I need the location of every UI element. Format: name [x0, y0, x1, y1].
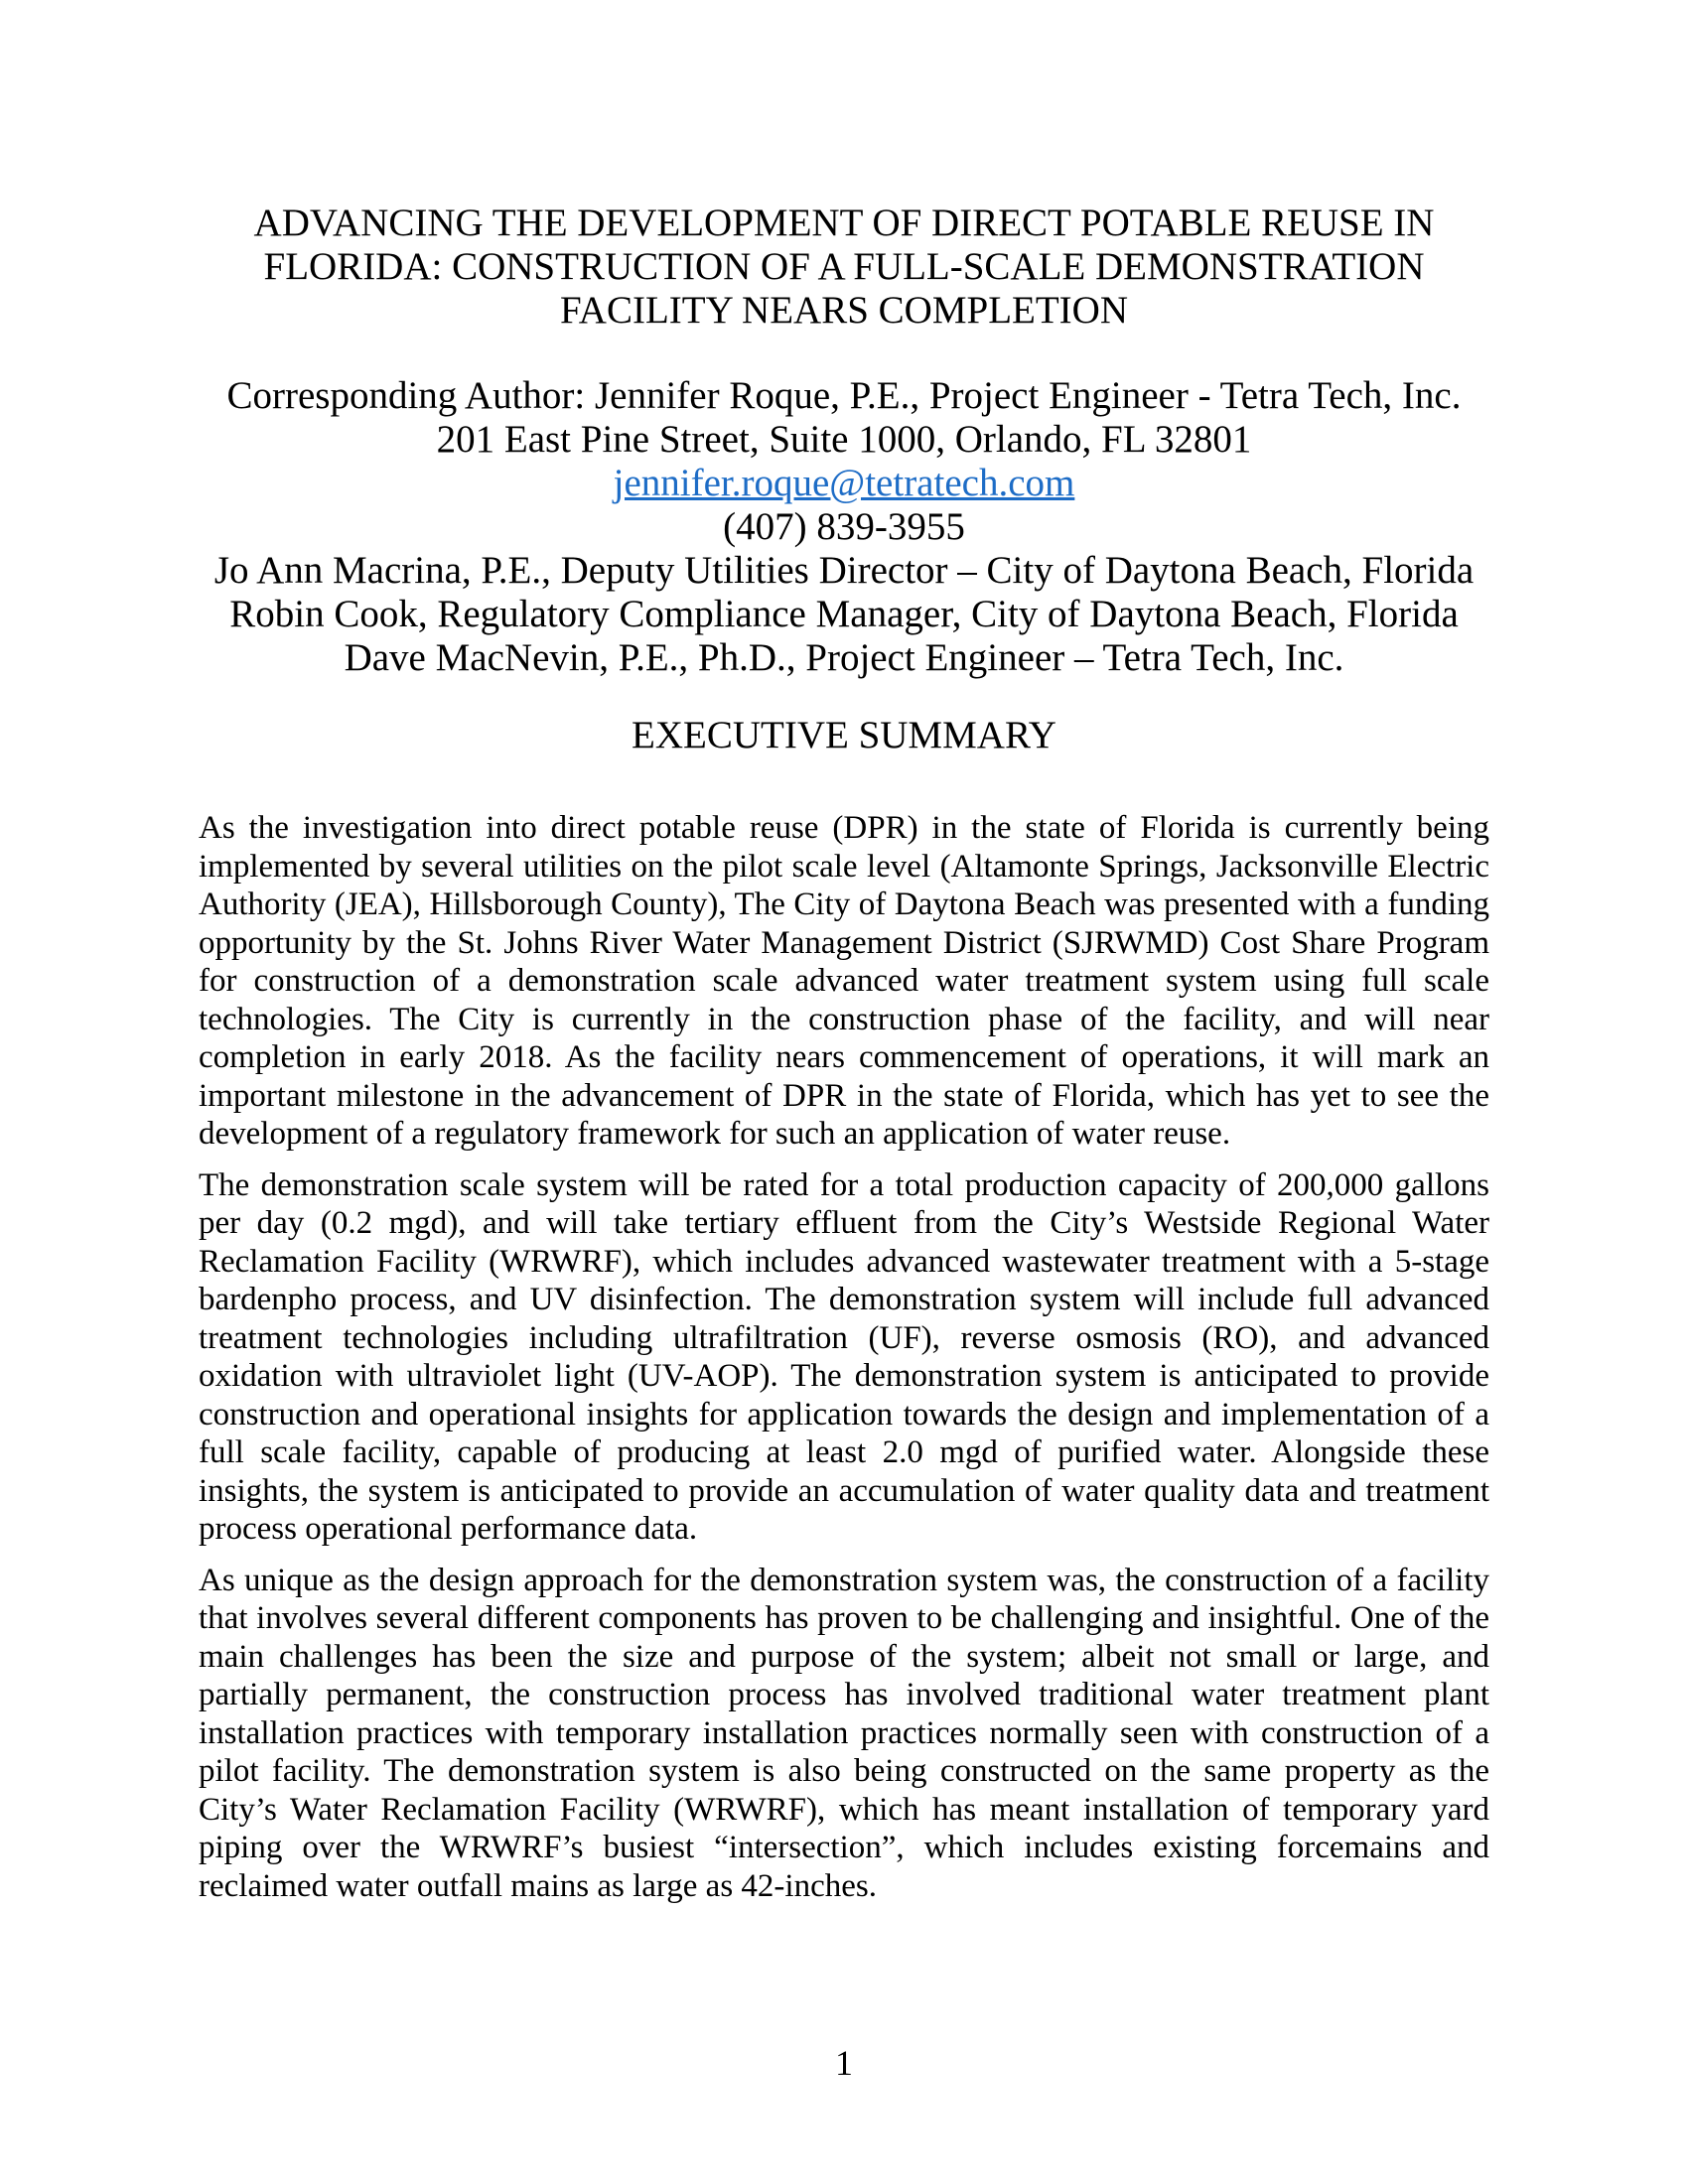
author-address-line: 201 East Pine Street, Suite 1000, Orlando, FL 32801 — [436, 418, 1252, 461]
executive-summary-body — [199, 809, 1489, 1905]
paper-title-line-3: FACILITY NEARS COMPLETION — [560, 289, 1128, 332]
coauthor-line-1: Jo Ann Macrina, P.E., Deputy Utilities Director – City of Daytona Beach, Florida — [213, 549, 1475, 592]
paper-title-line-1: ADVANCING THE DEVELOPMENT OF DIRECT POTABLE REUSE IN — [253, 202, 1435, 244]
author-email-line — [199, 462, 1489, 505]
paragraph-3: As unique as the design approach for the demonstration system was, the construction of a facility that involves several different components has proven to be challenging and insightful. One of the main challenges has been the size and purpose of the system; albeit not small or large, and partially permanent, the construction process has involved traditional water treatment plant installation practices with temporary installation practices normally seen with construction of a pilot facility. The demonstration system is also being constructed on the same property as the City’s Water Reclamation Facility (WRWRF), which has meant installation of temporary yard piping over the WRWRF’s busiest “intersection”, which includes existing forcemains and reclaimed water outfall mains as large as 42-inches. — [199, 1562, 1489, 1904]
executive-summary-heading: EXECUTIVE SUMMARY — [632, 714, 1056, 756]
coauthor-line-3: Dave MacNevin, P.E., Ph.D., Project Engineer – Tetra Tech, Inc. — [344, 636, 1344, 679]
paragraph-1: As the investigation into direct potable reuse (DPR) in the state of Florida is currently being implemented by several utilities on the pilot scale level (Altamonte Springs, Jacksonville Electric Authority (JEA), Hillsborough County), The City of Daytona Beach was presented with a funding opportunity by the St. Johns River Water Management District (SJRWMD) Cost Share Program for construction of a demonstration scale advanced water treatment system using full scale technologies. The City is currently in the construction phase of the facility, and will near completion in early 2018. As the facility nears commencement of operations, it will mark an important milestone in the advancement of DPR in the state of Florida, which has yet to see the development of a regulatory framework for such an application of water reuse. — [199, 810, 1489, 1152]
paragraph-2: The demonstration scale system will be rated for a total production capacity of 200,000 gallons per day (0.2 mgd), and will take tertiary effluent from the City’s Westside Regional Water Reclamation Facility (WRWRF), which includes advanced wastewater treatment with a 5-stage bardenpho process, and UV disinfection. The demonstration system will include full advanced treatment technologies including ultrafiltration (UF), reverse osmosis (RO), and advanced oxidation with ultraviolet light (UV-AOP). The demonstration system is anticipated to provide construction and operational insights for application towards the design and implementation of a full scale facility, capable of producing at least 2.0 mgd of purified water. Alongside these insights, the system is anticipated to provide an accumulation of water quality data and treatment process operational performance data. — [199, 1166, 1489, 1547]
paper-title-line-2: FLORIDA: CONSTRUCTION OF A FULL-SCALE DEMONSTRATION — [263, 245, 1425, 288]
email-link[interactable]: jennifer.roque@tetratech.com — [613, 462, 1075, 504]
coauthor-line-2: Robin Cook, Regulatory Compliance Manager, City of Daytona Beach, Florida — [229, 593, 1459, 635]
corresponding-author-line: Corresponding Author: Jennifer Roque, P.E., Project Engineer - Tetra Tech, Inc. — [226, 374, 1462, 417]
page-number: 1 — [835, 2043, 853, 2083]
author-block — [199, 374, 1489, 680]
author-phone-line: (407) 839-3955 — [723, 505, 965, 548]
paper-title — [199, 202, 1489, 333]
